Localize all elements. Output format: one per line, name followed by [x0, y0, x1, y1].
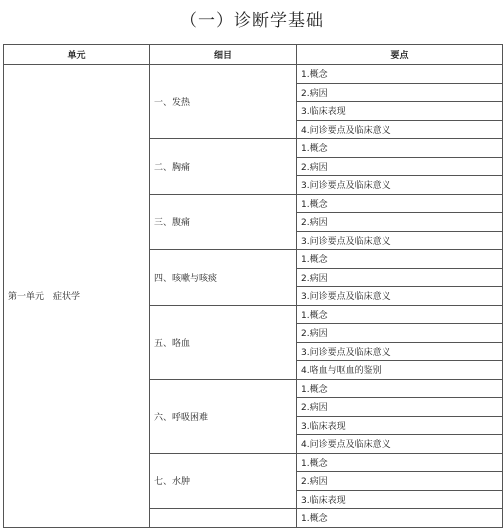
point-cell: 2.病因: [297, 83, 503, 102]
unit-cell: 第一单元 症状学: [4, 65, 150, 528]
point-cell: 3.问诊要点及临床意义: [297, 287, 503, 306]
point-cell: 2.病因: [297, 324, 503, 343]
point-cell: 1.概念: [297, 509, 503, 528]
point-cell: 3.问诊要点及临床意义: [297, 342, 503, 361]
detail-cell: 六、呼吸困难: [150, 379, 297, 453]
point-cell: 1.概念: [297, 65, 503, 84]
table-row: [4, 65, 503, 84]
point-cell: 2.病因: [297, 268, 503, 287]
syllabus-table: [3, 44, 503, 528]
detail-cell: 一、发热: [150, 65, 297, 139]
point-cell: 4.问诊要点及临床意义: [297, 435, 503, 454]
point-cell: 1.概念: [297, 194, 503, 213]
point-cell: 3.问诊要点及临床意义: [297, 176, 503, 195]
point-cell: 3.问诊要点及临床意义: [297, 231, 503, 250]
detail-cell: 四、咳嗽与咳痰: [150, 250, 297, 306]
page-title: （一）诊断学基础: [180, 11, 324, 31]
detail-cell: 二、胸痛: [150, 139, 297, 195]
header-unit: 单元: [4, 45, 150, 65]
point-cell: 1.概念: [297, 250, 503, 269]
point-cell: 1.概念: [297, 305, 503, 324]
header-row: [4, 45, 503, 65]
point-cell: 3.临床表现: [297, 416, 503, 435]
point-cell: 3.临床表现: [297, 102, 503, 121]
point-cell: 1.概念: [297, 139, 503, 158]
detail-cell: 三、腹痛: [150, 194, 297, 250]
detail-cell: 七、水肿: [150, 453, 297, 509]
point-cell: 1.概念: [297, 453, 503, 472]
point-cell: 2.病因: [297, 213, 503, 232]
point-cell: 3.临床表现: [297, 490, 503, 509]
detail-cell: [150, 509, 297, 528]
point-cell: 2.病因: [297, 398, 503, 417]
detail-cell: 五、咯血: [150, 305, 297, 379]
point-cell: 2.病因: [297, 472, 503, 491]
header-detail: 细目: [150, 45, 297, 65]
header-point: 要点: [297, 45, 503, 65]
point-cell: 2.病因: [297, 157, 503, 176]
point-cell: 1.概念: [297, 379, 503, 398]
point-cell: 4.问诊要点及临床意义: [297, 120, 503, 139]
point-cell: 4.咯血与呕血的鉴别: [297, 361, 503, 380]
